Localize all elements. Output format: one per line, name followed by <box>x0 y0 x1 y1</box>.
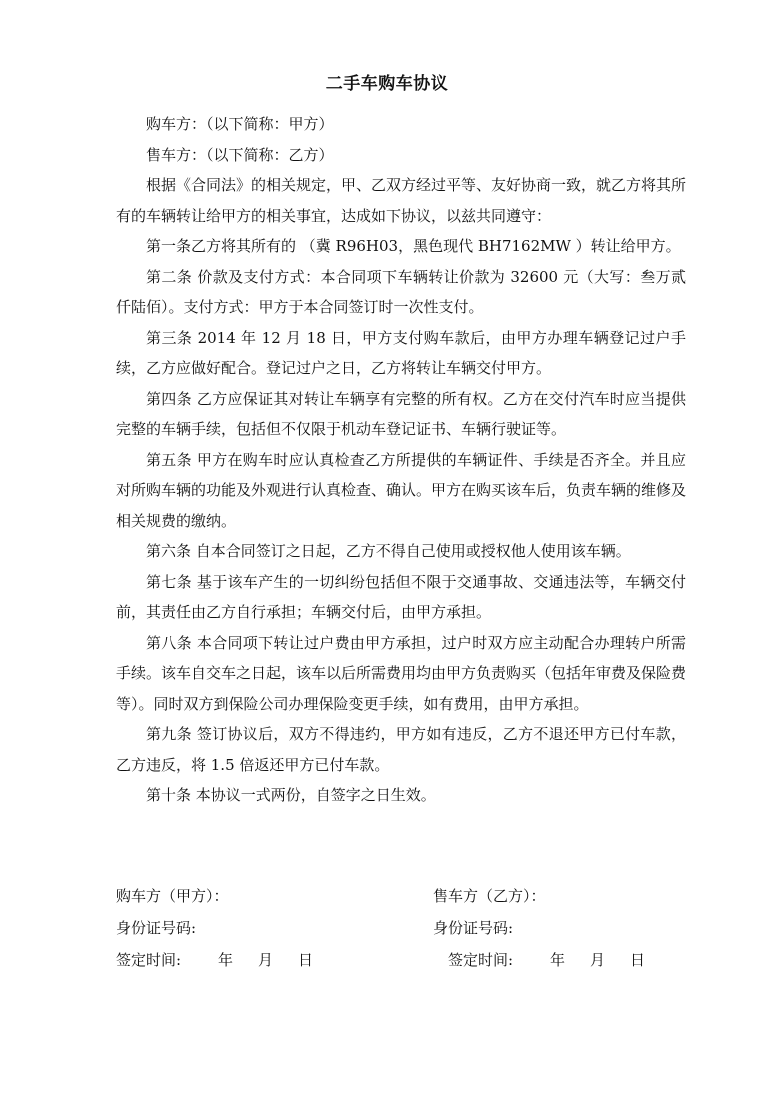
signature-party-row <box>116 885 686 917</box>
buyer-date-day: 日 <box>298 951 314 969</box>
article-1: 第一条乙方将其所有的 （冀 R96H03，黑色现代 BH7162MW ）转让给甲方。 <box>146 237 681 255</box>
buyer-date-month: 月 <box>258 951 274 969</box>
signature-id-row <box>116 917 686 949</box>
seller-date-label: 签定时间: <box>448 951 514 969</box>
article-4: 第四条 乙方应保证其对转让车辆享有完整的所有权。乙方在交付汽车时应当提供完整的车辆手续，包括但不仅限于机动车登记证书、车辆行驶证等。 <box>116 389 686 438</box>
buyer-date-label: 签定时间: <box>116 951 182 969</box>
buyer-party-line: 购车方：（以下简称：甲方） <box>146 115 334 133</box>
article-3: 第三条 2014 年 12 月 18 日，甲方支付购车款后，由甲方办理车辆登记过户手续，乙方应做好配合。登记过户之日，乙方将转让车辆交付甲方。 <box>116 328 686 377</box>
article-5: 第五条 甲方在购车时应认真检查乙方所提供的车辆证件、手续是否齐全。并且应对所购车辆的功能及外观进行认真检查、确认。甲方在购买该车后，负责车辆的维修及相关规费的缴纳。 <box>116 450 687 530</box>
preamble-paragraph: 根据《合同法》的相关规定，甲、乙双方经过平等、友好协商一致，就乙方将其所有的车辆转让给甲方的相关事宜，达成如下协议，以兹共同遵守： <box>116 176 687 225</box>
buyer-date-year: 年 <box>218 951 234 969</box>
seller-date <box>448 949 645 970</box>
seller-date-year: 年 <box>550 951 566 969</box>
buyer-signature-label: 购车方（甲方）： <box>116 887 229 905</box>
seller-party-line: 售车方：（以下简称：乙方） <box>146 145 334 164</box>
seller-date-day: 日 <box>630 951 646 969</box>
signature-date-row <box>116 949 686 981</box>
document-title: 二手车购车协议 <box>325 74 449 94</box>
buyer-date <box>116 949 313 970</box>
article-8: 第八条 本合同项下转让过户费由甲方承担，过户时双方应主动配合办理转户所需手续。该车自交车之日起，该车以后所需费用均由甲方负责购买（包括年审费及保险费等）。同时双方到保险公司办理保险变更手续，如有费用，由甲方承担。 <box>116 633 687 713</box>
seller-date-month: 月 <box>590 951 606 969</box>
seller-id-label: 身份证号码: <box>433 919 514 937</box>
agreement-body <box>116 109 686 811</box>
article-9: 第九条 签订协议后，双方不得违约，甲方如有违反，乙方不退还甲方已付车款，乙方违反，将 1.5 倍返还甲方已付车款。 <box>116 725 686 774</box>
buyer-id-label: 身份证号码: <box>116 919 197 937</box>
article-7: 第七条 基于该车产生的一切纠纷包括但不限于交通事故、交通违法等，车辆交付前，其责任由乙方自行承担；车辆交付后，由甲方承担。 <box>116 572 686 621</box>
article-2: 第二条 价款及支付方式：本合同项下车辆转让价款为 32600 元（大写：叁万贰仟陆佰）。支付方式：甲方于本合同签订时一次性支付。 <box>116 267 686 316</box>
seller-signature-label: 售车方（乙方）： <box>433 887 546 905</box>
article-10: 第十条 本协议一式两份，自签字之日生效。 <box>146 786 436 804</box>
article-6: 第六条 自本合同签订之日起，乙方不得自己使用或授权他人使用该车辆。 <box>146 542 631 560</box>
signature-block <box>116 885 686 981</box>
